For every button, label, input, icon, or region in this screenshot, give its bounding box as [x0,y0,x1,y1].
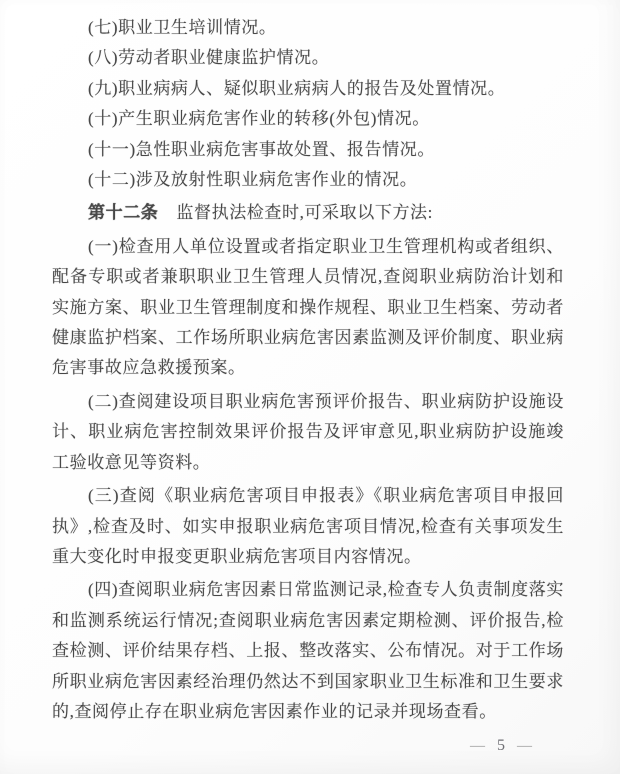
list-item-11: (十一)急性职业病危害事故处置、报告情况。 [88,139,435,159]
paragraph-item-3: (三)查阅《职业病危害项目申报表》《职业病危害项目申报回执》,检查及时、如实申报职业病危害项目情况,检查有关事项发生重大变化时申报变更职业病危害项目内容情况。 [52,486,564,566]
page-footer [470,738,532,754]
footer-left-dash: — [470,738,485,754]
document-body [52,13,564,727]
paragraph-item-1: (一)检查用人单位设置或者指定职业卫生管理机构或者组织、配备专职或者兼职职业卫生管理人员情况,查阅职业病防治计划和实施方案、职业卫生管理制度和操作规程、职业卫生档案、劳动者健康监护档案、工作场所职业病危害因素监测及评价制度、职业病危害事故应急救援预案。 [52,236,564,378]
article-intro-text: 监督执法检查时,可采取以下方法: [176,203,433,223]
article-number-label: 第十二条 [88,203,159,223]
page-number: 5 [497,737,505,754]
list-item-9: (九)职业病病人、疑似职业病病人的报告及处置情况。 [88,78,506,98]
paragraph-item-4: (四)查阅职业病危害因素日常监测记录,检查专人负责制度落实和监测系统运行情况;查阅职业病危害因素定期检测、评价报告,检查检测、评价结果存档、上报、整改落实、公布情况。对于工作场所职业病危害因素经治理仍然达不到国家职业卫生标准和卫生要求的,查阅停止存在职业病危害因素作业的记录并现场查看。 [52,580,564,721]
list-item-10: (十)产生职业病危害作业的转移(外包)情况。 [88,109,430,129]
list-item-12: (十二)涉及放射性职业病危害作业的情况。 [88,170,418,190]
paragraph-item-2: (二)查阅建设项目职业病危害预评价报告、职业病防护设施设计、职业病危害控制效果评价报告及评审意见,职业病防护设施竣工验收意见等资料。 [52,391,564,472]
list-item-8: (八)劳动者职业健康监护情况。 [88,48,330,68]
article-heading [52,198,564,228]
footer-right-dash: — [517,738,532,754]
list-item-7: (七)职业卫生培训情况。 [88,18,277,37]
